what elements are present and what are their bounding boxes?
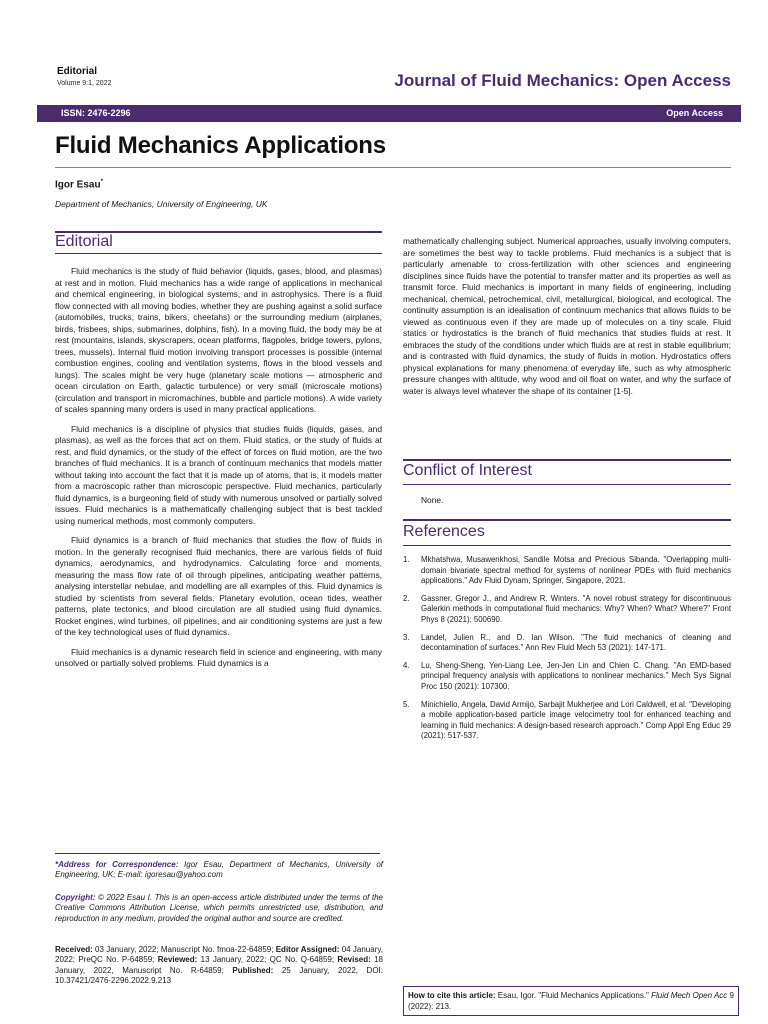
- citation-box: [403, 986, 739, 1016]
- author-mark: *: [100, 179, 103, 185]
- revised-label: Revised:: [337, 955, 371, 965]
- cite-tail: 9 (2022): 213.: [408, 991, 734, 1011]
- section-rule-top: [55, 231, 382, 233]
- paragraph: Fluid dynamics is a branch of fluid mechanics that studies the flow of fluids in motion. In the generally recognised fluid mechanics, there are various fields of fluid dynamics, aerodynamics, and hydrodynamics. Calculating force and moments, measuring the mass flow rate of oil through pipelines, anticipating weather patterns, analysing interstellar nebulae, and modelling are all examples of this. Fluid dynamics is studied by scientists from several fields. Planetary evolution, ocean tides, weather patterns, plate tectonics, and blood circulation are all studied using fluid dynamics. Rocket engines, wind turbines, oil pipelines, and air conditioning systems are just a few of the key technological uses of fluid dynamics.: [55, 535, 382, 637]
- right-column-body: [403, 236, 731, 405]
- reference-text: Mkhatshwa, Musawenkhosi, Sandile Motsa and Precious Sibanda. "Overlapping multi-domain bivariate spectral method for systems of nonlinear PDEs with fluid mechanics applications." Adv Fluid Dynam, Springer, Singapore, 2021.: [421, 555, 731, 586]
- reference-item: [403, 555, 731, 587]
- reference-item: [403, 594, 731, 626]
- journal-title: Journal of Fluid Mechanics: Open Access: [394, 71, 731, 90]
- conflict-text: None.: [421, 495, 444, 505]
- received-label: Received:: [55, 945, 93, 954]
- left-column-body: [55, 266, 382, 678]
- reference-item: [403, 700, 731, 742]
- reviewed-label: Reviewed:: [157, 955, 198, 965]
- reference-item: [403, 633, 731, 654]
- section-heading-editorial: Editorial: [55, 233, 113, 250]
- section-rule-bottom: [403, 484, 731, 485]
- copyright-label: Copyright:: [55, 893, 96, 902]
- section-rule-bottom: [55, 253, 382, 254]
- received-text: 03 January, 2022; Manuscript No. fmoa-22-64859;: [92, 945, 276, 954]
- paragraph-continuation: mathematically challenging subject. Numerical approaches, usually involving computers, are sometimes the best way to tackle problems. Fluid mechanics is a subject that is particularly amenable to cross-fertilization with other sciences and engineering disciplines since fluids have the potential to transfer matter and its properties as well as transmit force. Fluid mechanics is important in many fields of engineering, including mechanical, chemical, petrochemical, civil, metallurgical, biological, and ecological. The continuity assumption is an idealisation of continuum mechanics that allows fluids to be viewed as continuous even if they are made up of molecules on a tiny scale. Fluid statics or hydrostatics is the branch of fluid mechanics that studies fluids at rest. It embraces the study of the conditions under which fluids are at rest in stable equilibrium; and is contrasted with fluid dynamics, the study of fluids in motion. Hydrostatics offers physical explanations for many phenomena of everyday life, such as why atmospheric pressure changes with altitude, why wood and oil float on water, and why the surface of water is always level whatever the shape of its container [1-5].: [403, 236, 731, 396]
- reference-text: Gassner, Gregor J., and Andrew R. Winters. "A novel robust strategy for discontinuous Galerkin methods in computational fluid mechanics: Why? When? What? Where?" Front Phys 8 (2021): 500690.: [421, 593, 731, 624]
- section-rule-top: [403, 519, 731, 521]
- reference-item: [403, 661, 731, 693]
- reviewed-text: 13 January, 2022; QC No. Q-64859;: [197, 955, 338, 965]
- reference-text: Landel, Julien R., and D. Ian Wilson. "The fluid mechanics of cleaning and decontamination of surfaces." Ann Rev Fluid Mech 53 (2021): 147-171.: [421, 632, 731, 653]
- paragraph: Fluid mechanics is a discipline of physics that studies fluids (liquids, gases, and plasmas), as well as the forces that act on them. Fluid statics, or the study of fluids at rest, and fluid dynamics, or the study of the effect of forces on fluid motion, are the two branches of fluid mechanics. It is a branch of continuum mechanics that models matter without taking into account the fact that it is made up of atoms, that is, it models matter from a macroscopic rather than microscopic perspective. Fluid mechanics, particularly fluid dynamics, is a burgeoning field of study with numerous unsolved or partially solved issues. Fluid mechanics is a mathematically challenging subject that is best tackled using numerical methods, most commonly computers.: [55, 423, 382, 526]
- open-access-label: Open Access: [666, 108, 723, 118]
- correspondence-label: *Address for Correspondence:: [55, 860, 179, 869]
- article-title: Fluid Mechanics Applications: [55, 132, 386, 159]
- volume-label: Volume 9:1, 2022: [57, 80, 112, 87]
- copyright-note: [55, 893, 383, 924]
- reference-list: [403, 555, 731, 749]
- reference-number: 3.: [403, 632, 410, 642]
- reference-number: 5.: [403, 699, 410, 709]
- section-heading-references: References: [403, 523, 485, 540]
- section-rule-bottom: [403, 545, 731, 546]
- reference-number: 2.: [403, 593, 410, 603]
- paragraph: Fluid mechanics is a dynamic research field in science and engineering, with many unsolved or partially solved problems. Fluid dynamics is a: [55, 646, 382, 668]
- dates-note: [55, 945, 383, 986]
- reference-number: 1.: [403, 555, 410, 564]
- author-name: Igor Esau: [55, 179, 101, 191]
- section-rule-top: [403, 459, 731, 461]
- paragraph: Fluid mechanics is the study of fluid behavior (liquids, gases, blood, and plasmas) at rest and in motion. Fluid mechanics has a wide range of applications in mechanical and chemical engineering, in biological systems, and in astrophysics. There is a fluid flow connected with all moving bodies, whether they are pushing against a solid surface (automobiles, trucks, trains, bikers, cheetahs) or the surrounding medium (airplanes, birds, frisbees, ships, submarines, dolphins, fish). In a moving fluid, the body may be at rest (mountains, islands, skyscrapers, ocean platforms, flagpoles, bridge towers, pylons, trees, mussels). Internal fluid motion involving transport processes is possible (internal combustion engines, cooling and ventilation systems, flows in the blood vessels and lungs). The scales might be very huge (planetary scale motions — atmospheric and ocean circulation on Earth, galactic turbulence) or very small (microscale motions) (circulation and transport in micromachines, bubble and particle motions). A wide variety of scales spanning many orders is used in many practical applications.: [55, 266, 382, 414]
- footer-divider: [55, 853, 380, 854]
- revised-text: 18 January, 2022, Manuscript No. R-64859;: [55, 955, 384, 975]
- correspondence-text: Igor Esau, Department of Mechanics, University of Engineering, UK; E-mail: igoresau@yahoo.com: [55, 860, 383, 880]
- cite-label: How to cite this article:: [408, 991, 496, 1000]
- editor-label: Editor Assigned:: [275, 945, 340, 954]
- reference-text: Minichiello, Angela, David Armijo, Sarbajit Mukherjee and Lori Caldwell, et al. "Developing a mobile application-based particle image velocimetry tool for enhanced teaching and learning in fluid mechanics: A design-based research approach." Comp Appl Eng Educ 29 (2021): 517-537.: [421, 699, 731, 741]
- editor-text: 04 January, 2022; PreQC No. P-64859;: [55, 945, 383, 965]
- title-divider: [55, 167, 731, 168]
- correspondence-note: [55, 860, 383, 881]
- copyright-text: © 2022 Esau I. This is an open-access article distributed under the terms of the Creative Commons Attribution License, which permits unrestricted use, distribution, and reproduction in any medium, provided the original author and source are credited.: [55, 893, 383, 923]
- author-line: [55, 179, 103, 190]
- section-heading-conflict: Conflict of Interest: [403, 462, 532, 479]
- issn-label: ISSN: 2476-2296: [61, 108, 131, 118]
- reference-text: Lu, Sheng-Sheng, Yen-Liang Lee, Jen-Jen Lin and Chien C. Chang. "An EMD-based principal frequency analysis with applications to nonlinear mechanics." Mech Sys Signal Proc 150 (2021): 107300.: [421, 660, 731, 691]
- issn-bar: [37, 105, 741, 122]
- published-label: Published:: [232, 965, 274, 975]
- article-type-label: Editorial: [57, 66, 98, 77]
- cite-text: Esau, Igor. "Fluid Mechanics Applications.": [495, 991, 652, 1000]
- reference-number: 4.: [403, 660, 410, 670]
- published-text: 25 January, 2022, DOI: 10.37421/2476-2296.2022.9.213: [55, 965, 383, 985]
- cite-journal: Fluid Mech Open Acc: [651, 991, 728, 1000]
- affiliation: Department of Mechanics, University of Engineering, UK: [55, 199, 268, 209]
